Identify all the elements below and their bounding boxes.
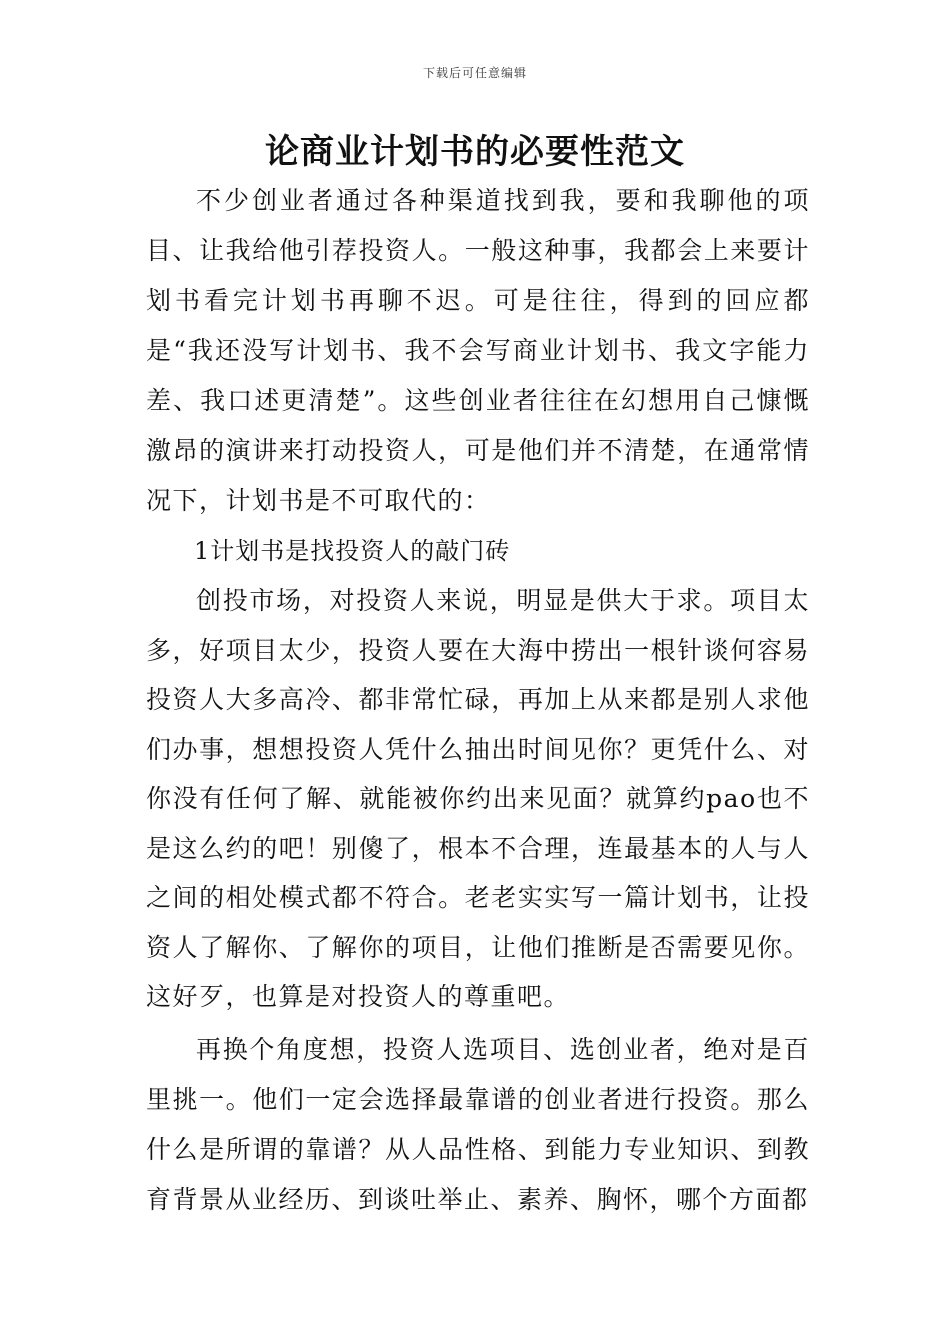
document-title: 论商业计划书的必要性范文	[265, 132, 685, 172]
paragraph-selection: 再换个角度想，投资人选项目、选创业者，绝对是百里挑一。他们一定会选择最靠谱的创业者进行投资。那么什么是所谓的靠谱？从人品性格、到能力专业知识、到教育背景从业经历、到谈吐举止、素养、胸怀，哪个方面都	[146, 1034, 810, 1214]
paragraph-intro: 不少创业者通过各种渠道找到我，要和我聊他的项目、让我给他引荐投资人。一般这种事，我都会上来要计划书看完计划书再聊不迟。可是往往，得到的回应都是“我还没写计划书、我不会写商业计划书、我文字能力差、我口述更清楚”。这些创业者往往在幻想用自己慷慨激昂的演讲来打动投资人，可是他们并不清楚，在通常情况下，计划书是不可取代的：	[146, 186, 810, 515]
header-note: 下载后可任意编辑	[422, 66, 527, 80]
section-heading-1: 1计划书是找投资人的敲门砖	[194, 537, 511, 565]
paragraph-market: 创投市场，对投资人来说，明显是供大于求。项目太多，好项目太少，投资人要在大海中捞出一根针谈何容易投资人大多高冷、都非常忙碌，再加上从来都是别人求他们办事，想想投资人凭什么抽出时间见你？更凭什么、对你没有任何了解、就能被你约出来见面？就算约pao也不是这么约的吧！别傻了，根本不合理，连最基本的人与人之间的相处模式都不符合。老老实实写一篇计划书，让投资人了解你、了解你的项目，让他们推断是否需要见你。这好歹，也算是对投资人的尊重吧。	[146, 586, 810, 1011]
document-body	[146, 176, 810, 1225]
